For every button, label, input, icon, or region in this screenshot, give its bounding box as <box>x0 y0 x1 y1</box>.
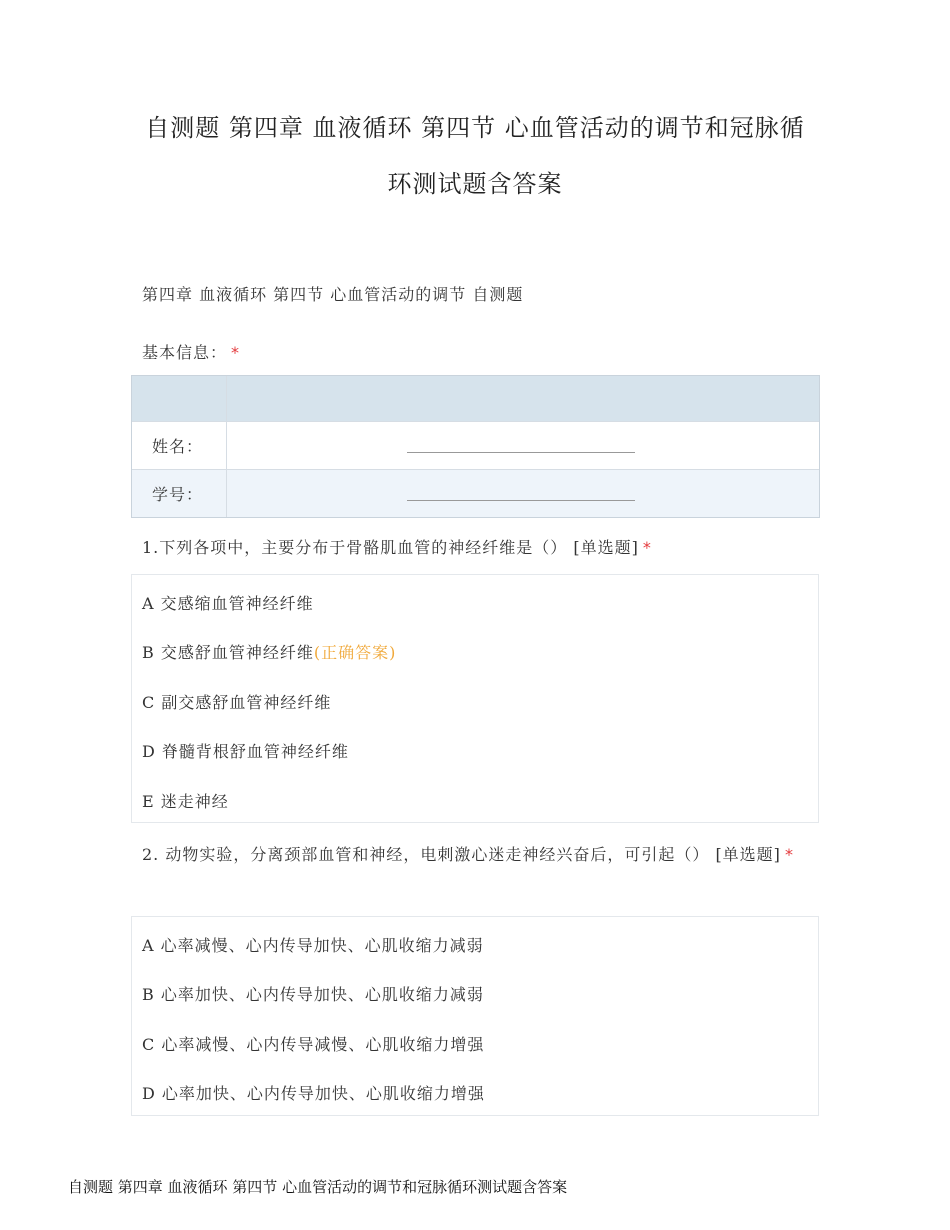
section-title: 第四章 血液循环 第四节 心血管活动的调节 自测题 <box>142 285 524 304</box>
basic-info-table <box>131 375 820 518</box>
question-2-option-a[interactable]: A 心率减慢、心内传导加快、心肌收缩力减弱 <box>142 936 484 955</box>
name-blank-line[interactable] <box>407 452 635 453</box>
question-2-options <box>131 916 819 1116</box>
question-1-options <box>131 574 819 823</box>
question-1-text: 1.下列各项中，主要分布于骨骼肌血管的神经纤维是（） [单选题] <box>142 538 639 557</box>
page-footer: 自测题 第四章 血液循环 第四节 心血管活动的调节和冠脉循环测试题含答案 <box>68 1178 568 1196</box>
question-1-option-b-text: B 交感舒血管神经纤维 <box>142 643 314 662</box>
document-title <box>140 100 810 212</box>
basic-info-text: 基本信息： <box>142 343 228 362</box>
student-id-label: 学号： <box>132 470 227 517</box>
question-2-option-c[interactable]: C 心率减慢、心内传导减慢、心肌收缩力增强 <box>142 1035 485 1054</box>
question-1-option-c[interactable]: C 副交感舒血管神经纤维 <box>142 693 332 712</box>
question-2-option-b[interactable]: B 心率加快、心内传导加快、心肌收缩力减弱 <box>142 985 484 1004</box>
basic-info-label <box>142 340 240 363</box>
question-1-required-mark: * <box>642 538 652 557</box>
info-row-name <box>132 421 819 469</box>
info-table-header <box>132 376 819 421</box>
document-title-line-1: 自测题 第四章 血液循环 第四节 心血管活动的调节和冠脉循 <box>145 114 805 142</box>
info-table-header-left <box>132 376 227 421</box>
question-2-required-mark: * <box>784 845 794 864</box>
info-table-header-right <box>227 376 819 421</box>
required-mark: * <box>231 343 241 362</box>
question-1-option-e[interactable]: E 迷走神经 <box>142 792 229 811</box>
question-1 <box>142 531 812 565</box>
question-2 <box>142 838 812 872</box>
document-title-line-2: 环测试题含答案 <box>387 170 563 198</box>
student-id-blank-line[interactable] <box>407 500 635 501</box>
student-id-input-cell[interactable] <box>227 470 819 517</box>
name-input-cell[interactable] <box>227 422 819 469</box>
question-1-option-d[interactable]: D 脊髓背根舒血管神经纤维 <box>142 742 349 761</box>
question-2-option-d[interactable]: D 心率加快、心内传导加快、心肌收缩力增强 <box>142 1084 485 1103</box>
correct-answer-badge: (正确答案) <box>313 643 397 662</box>
question-1-option-b[interactable] <box>142 642 396 664</box>
question-1-option-a[interactable]: A 交感缩血管神经纤维 <box>142 594 314 613</box>
name-label: 姓名： <box>132 422 227 469</box>
info-row-student-id <box>132 469 819 517</box>
question-2-text: 2. 动物实验，分离颈部血管和神经，电刺激心迷走神经兴奋后，可引起（） [单选题] <box>142 845 781 864</box>
